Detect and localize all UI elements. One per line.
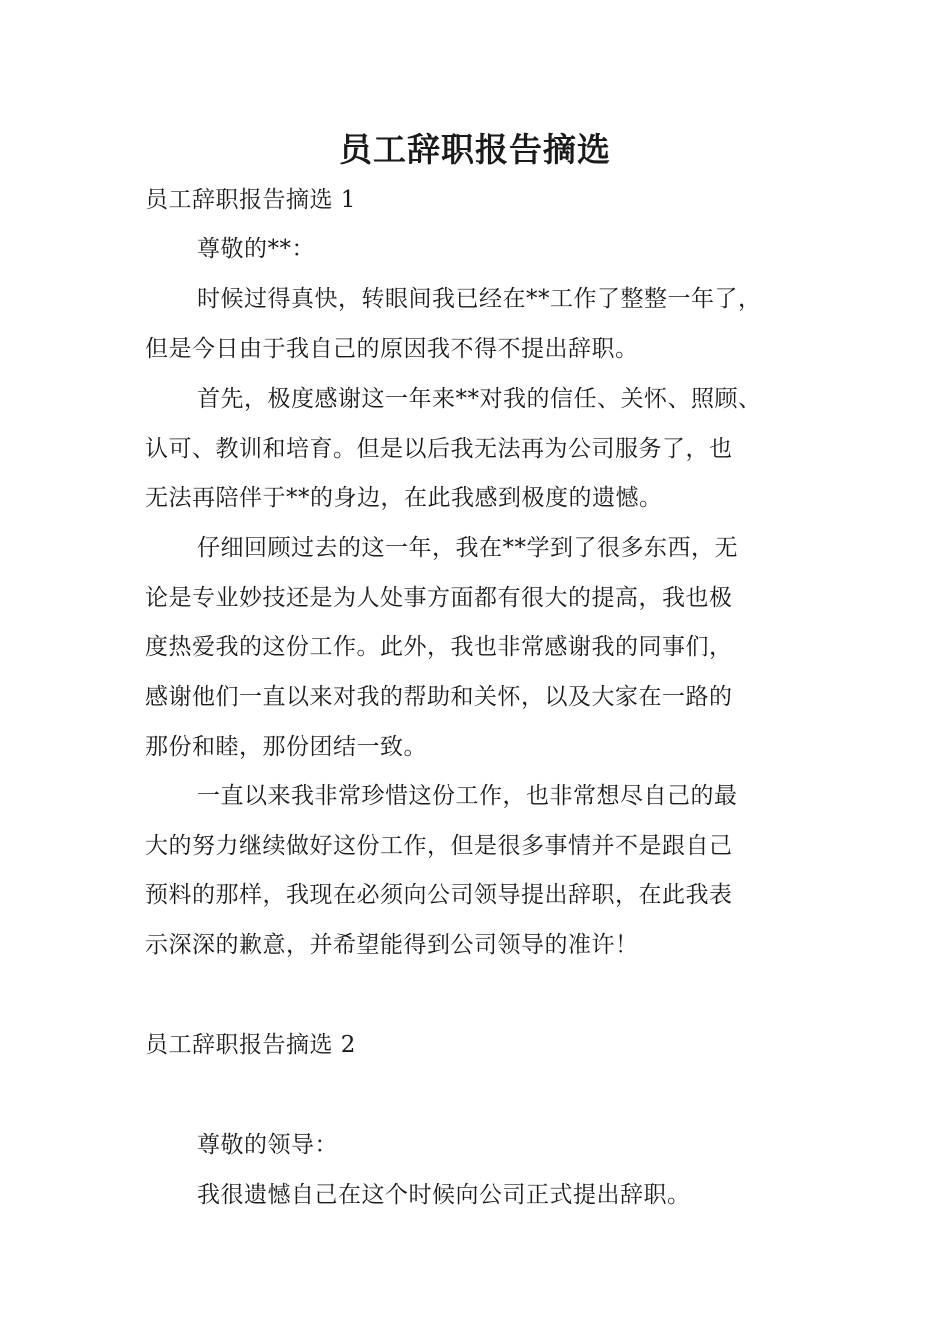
section-1-paragraph-4-line: 预料的那样，我现在必须向公司领导提出辞职，在此我表 bbox=[145, 882, 733, 908]
section-2-heading: 员工辞职报告摘选 2 bbox=[145, 1032, 356, 1058]
section-1-paragraph-3-line: 论是专业妙技还是为人处事方面都有很大的提高，我也极 bbox=[145, 585, 733, 611]
section-1-heading: 员工辞职报告摘选 1 bbox=[145, 187, 356, 213]
document-title: 员工辞职报告摘选 bbox=[339, 130, 611, 169]
section-1-paragraph-2-line: 首先，极度感谢这一年来**对我的信任、关怀、照顾、 bbox=[197, 386, 762, 412]
section-1-salutation: 尊敬的**： bbox=[197, 236, 315, 262]
section-1-paragraph-3-line: 那份和睦，那份团结一致。 bbox=[145, 734, 427, 760]
section-1-paragraph-4-line: 大的努力继续做好这份工作，但是很多事情并不是跟自己 bbox=[145, 833, 733, 859]
section-2-paragraph-1-line: 我很遗憾自己在这个时候向公司正式提出辞职。 bbox=[197, 1182, 691, 1208]
section-1-paragraph-1-line: 时候过得真快，转眼间我已经在**工作了整整一年了， bbox=[197, 286, 762, 312]
section-1-paragraph-3-line: 感谢他们一直以来对我的帮助和关怀，以及大家在一路的 bbox=[145, 684, 733, 710]
section-1-paragraph-3-line: 仔细回顾过去的这一年，我在**学到了很多东西，无 bbox=[197, 535, 738, 561]
section-1-paragraph-2-line: 认可、教训和培育。但是以后我无法再为公司服务了，也 bbox=[145, 436, 733, 462]
section-1-paragraph-4-line: 示深深的歉意，并希望能得到公司领导的准许！ bbox=[145, 932, 639, 958]
section-2-salutation: 尊敬的领导： bbox=[197, 1132, 338, 1158]
section-1-paragraph-3-line: 度热爱我的这份工作。此外，我也非常感谢我的同事们， bbox=[145, 634, 733, 660]
section-1-paragraph-4-line: 一直以来我非常珍惜这份工作，也非常想尽自己的最 bbox=[197, 783, 738, 809]
section-1-paragraph-2-line: 无法再陪伴于**的身边，在此我感到极度的遗憾。 bbox=[145, 485, 663, 511]
section-1-paragraph-1-line: 但是今日由于我自己的原因我不得不提出辞职。 bbox=[145, 336, 639, 362]
